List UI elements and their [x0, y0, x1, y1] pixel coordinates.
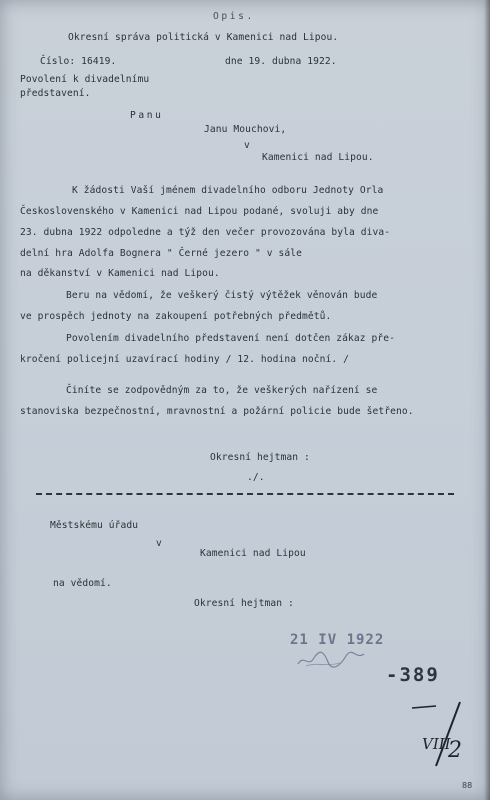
subject-line-1: Povolení k divadelnímu	[20, 74, 150, 85]
body-line: Povolením divadelního představení není dotčen zákaz pře-	[66, 333, 396, 344]
file-mark-roman: VIII	[422, 735, 451, 753]
reference-number: Číslo: 16419.	[40, 56, 117, 67]
copy-note: na vědomí.	[53, 578, 112, 589]
body-line: delní hra Adolfa Bognera " Černé jezero " v sále	[20, 248, 303, 259]
signature-scribble	[296, 648, 366, 670]
copy-recipient-place: Kamenici nad Lipou	[200, 548, 306, 559]
signature-mark: ./.	[247, 472, 265, 483]
copy-heading: Opis.	[213, 11, 255, 22]
recipient-preposition: v	[244, 140, 250, 151]
date-stamp: 21 IV 1922	[290, 632, 385, 648]
copy-recipient-office: Městskému úřadu	[50, 520, 139, 531]
body-line: Činíte se zodpovědným za to, že veškerých nařízení se	[66, 385, 378, 396]
body-line: stanoviska bezpečnostní, mravnostní a požární policie bude šetřeno.	[20, 406, 414, 417]
separator-line	[36, 493, 454, 495]
body-line: na děkanství v Kamenici nad Lipou.	[20, 268, 220, 279]
copy-recipient-preposition: v	[156, 538, 162, 549]
body-line: K žádosti Vaší jménem divadelního odboru Jednoty Orla	[72, 185, 384, 196]
file-mark-number: 2	[448, 738, 462, 763]
issue-date: dne 19. dubna 1922.	[225, 56, 337, 67]
archive-number-stamp: -389	[386, 664, 440, 686]
body-line: 23. dubna 1922 odpoledne a týž den večer provozována byla diva-	[20, 227, 391, 238]
body-line: ve prospěch jednoty na zakoupení potřebných předmětů.	[20, 311, 332, 322]
page-number: 88	[462, 781, 473, 790]
body-line: Československého v Kamenici nad Lipou podané, svoluji aby dne	[20, 206, 379, 217]
recipient-place: Kamenici nad Lipou.	[262, 152, 374, 163]
body-line: Beru na vědomí, že veškerý čistý výtěžek věnován bude	[66, 290, 378, 301]
body-line: kročení policejní uzavírací hodiny / 12. hodina noční. /	[20, 354, 350, 365]
subject-line-2: představení.	[20, 88, 91, 99]
recipient-name: Janu Mouchovi,	[204, 124, 287, 135]
signature-title-2: Okresní hejtman :	[194, 598, 294, 609]
signature-title: Okresní hejtman :	[210, 452, 310, 463]
salutation: Panu	[130, 110, 164, 121]
issuing-office: Okresní správa politická v Kamenici nad Lipou.	[68, 32, 339, 43]
